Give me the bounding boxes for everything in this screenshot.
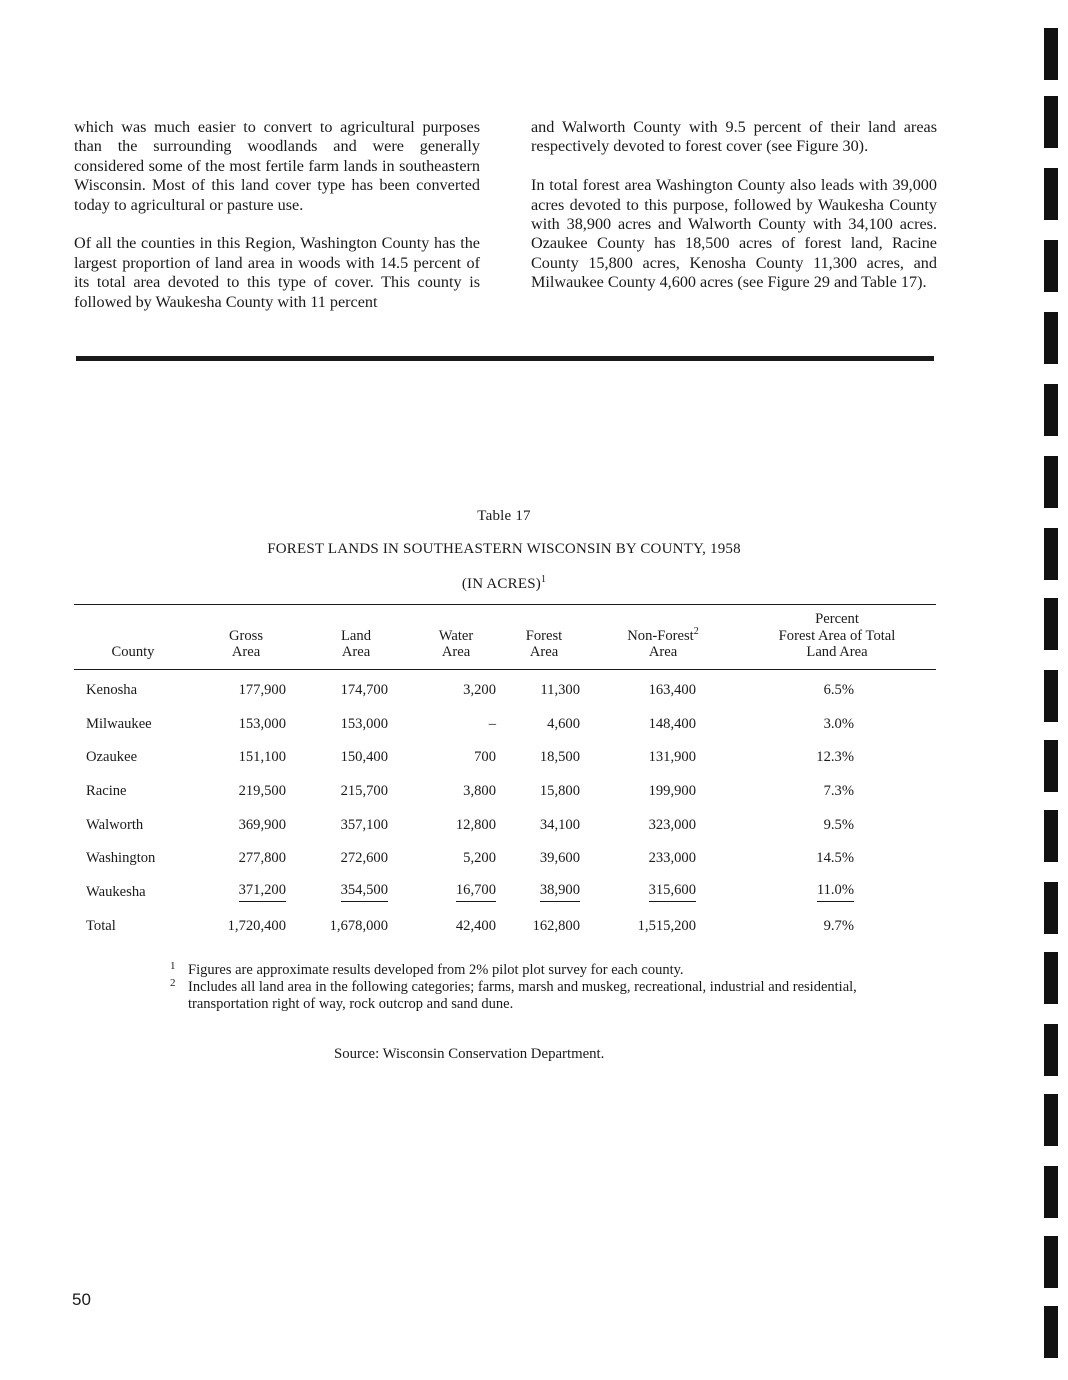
cell-gross: 369,900: [238, 816, 286, 833]
cell-forest: 162,800: [532, 917, 580, 934]
cell-forest: 11,300: [540, 681, 580, 698]
header-county: County: [74, 605, 192, 670]
cell-forest: 4,600: [547, 715, 580, 732]
cell-percent: 9.5%: [823, 816, 854, 833]
cell-nonforest: 323,000: [648, 816, 696, 833]
table-header-row: [74, 605, 936, 670]
cell-gross: 151,100: [238, 749, 286, 766]
table-total-row: [74, 909, 936, 943]
cell-gross: 153,000: [238, 715, 286, 732]
edge-mark: [1044, 952, 1058, 1004]
paragraph: Of all the counties in this Region, Washington County has the largest proportion of land area in woods with 14.5 percent of its total area devoted to this type of cover. This county is followed by Waukesha County with 11 percent: [74, 234, 480, 311]
cell-land: 354,500: [300, 876, 412, 910]
paragraph: which was much easier to convert to agricultural purposes than the surrounding woodlands and were generally considered some of the most fertile farm lands in southeastern Wisconsin. Most of this land cover type has been converted today to agricultural or pasture use.: [74, 118, 480, 214]
cell-percent: 6.5%: [823, 681, 854, 698]
table-row: [74, 808, 936, 842]
cell-nonforest: 199,900: [648, 782, 696, 799]
cell-gross: 177,900: [238, 681, 286, 698]
cell-water: 700: [474, 749, 496, 766]
cell-percent: 14.5%: [816, 850, 854, 867]
cell-water: 42,400: [455, 917, 496, 934]
table-row: [74, 707, 936, 741]
edge-mark: [1044, 528, 1058, 580]
table-unit: (IN ACRES)$^1$: [461, 574, 547, 592]
cell-forest: 34,100: [539, 816, 580, 833]
edge-mark: [1044, 1236, 1058, 1288]
edge-mark: [1044, 168, 1058, 220]
table-row: [74, 876, 936, 910]
cell-nonforest: 163,400: [648, 681, 696, 698]
county-name: Walworth: [86, 816, 144, 833]
cell-water: 3,800: [463, 782, 496, 799]
cell-nonforest: 148,400: [648, 715, 696, 732]
cell-percent: 11.0%: [738, 876, 936, 910]
cell-nonforest: 131,900: [648, 749, 696, 766]
cell-percent: 7.3%: [823, 782, 854, 799]
edge-mark: [1044, 740, 1058, 792]
county-name: Waukesha: [86, 883, 146, 900]
page-number: 50: [72, 1290, 91, 1309]
cell-land: 174,700: [340, 681, 388, 698]
edge-mark: [1044, 312, 1058, 364]
table-row: [74, 842, 936, 876]
header-water-area: Water Area: [412, 605, 500, 670]
cell-forest: 38,900: [500, 876, 588, 910]
footnotes: [170, 962, 870, 1013]
county-name: Total: [86, 917, 116, 934]
table-title: FOREST LANDS IN SOUTHEASTERN WISCONSIN BY COUNTY, 1958: [267, 541, 741, 557]
cell-forest: 18,500: [539, 749, 580, 766]
section-divider: [76, 356, 934, 361]
left-text-column: [74, 118, 480, 331]
cell-percent: 12.3%: [816, 749, 854, 766]
header-land-area: Land Area: [300, 605, 412, 670]
footnote-marker: 1: [540, 574, 547, 585]
table-row: [74, 775, 936, 809]
cell-percent: 3.0%: [823, 715, 854, 732]
cell-water: 12,800: [455, 816, 496, 833]
table-number: Table 17: [477, 508, 531, 524]
cell-nonforest: 233,000: [648, 850, 696, 867]
cell-land: 215,700: [340, 782, 388, 799]
cell-forest: 15,800: [539, 782, 580, 799]
edge-mark: [1044, 28, 1058, 80]
header-percent-forest: Percent Forest Area of Total Land Area: [738, 605, 936, 670]
edge-mark: [1044, 598, 1058, 650]
county-name: Ozaukee: [86, 749, 138, 766]
forest-lands-table: [74, 604, 936, 943]
cell-water: 16,700: [412, 876, 500, 910]
county-name: Washington: [86, 850, 156, 867]
right-text-column: [531, 118, 937, 312]
cell-water: –: [488, 715, 496, 732]
county-name: Milwaukee: [86, 715, 152, 732]
cell-nonforest: 1,515,200: [637, 917, 696, 934]
header-gross-area: Gross Area: [192, 605, 300, 670]
cell-forest: 39,600: [539, 850, 580, 867]
cell-land: 272,600: [340, 850, 388, 867]
edge-mark: [1044, 1024, 1058, 1076]
paragraph: and Walworth County with 9.5 percent of their land areas respectively devoted to forest cover (see Figure 30).: [531, 118, 937, 156]
footnote-1: 1 Figures are approximate results developed from 2% pilot plot survey for each county.: [170, 960, 684, 978]
edge-mark: [1044, 240, 1058, 292]
cell-nonforest: 315,600: [588, 876, 738, 910]
edge-mark: [1044, 882, 1058, 934]
source-note: Source: Wisconsin Conservation Department.: [334, 1046, 605, 1062]
table-row: [74, 741, 936, 775]
edge-mark: [1044, 1166, 1058, 1218]
cell-land: 357,100: [340, 816, 388, 833]
edge-mark: [1044, 670, 1058, 722]
county-name: Racine: [86, 782, 127, 799]
edge-mark: [1044, 456, 1058, 508]
cell-water: 5,200: [463, 850, 496, 867]
paragraph: In total forest area Washington County also leads with 39,000 acres devoted to this purpose, followed by Waukesha County with 38,900 acres and Walworth County with 34,100 acres. Ozaukee County has 18,500 acres of forest land, Racine County 15,800 acres, Kenosha County 11,300 acres, and Milwaukee County 4,600 acres (see Figure 29 and Table 17).: [531, 176, 937, 292]
cell-gross: 277,800: [238, 850, 286, 867]
cell-gross: 219,500: [238, 782, 286, 799]
footnote-2: 2 Includes all land area in the following categories; farms, marsh and muskeg, recreational, industrial and residential, transportation right of way, rock outcrop and sand dune.: [170, 977, 857, 1012]
cell-water: 3,200: [463, 681, 496, 698]
cell-gross: 371,200: [192, 876, 300, 910]
edge-mark: [1044, 384, 1058, 436]
edge-mark: [1044, 1306, 1058, 1358]
cell-land: 150,400: [340, 749, 388, 766]
cell-gross: 1,720,400: [227, 917, 286, 934]
table-row: [74, 669, 936, 707]
cell-land: 1,678,000: [329, 917, 388, 934]
cell-land: 153,000: [340, 715, 388, 732]
edge-mark: [1044, 810, 1058, 862]
edge-mark: [1044, 1094, 1058, 1146]
header-forest-area: Forest Area: [500, 605, 588, 670]
header-nonforest-area: Non-Forest$^2$ Area: [588, 605, 738, 670]
edge-marks: [1044, 0, 1060, 1380]
edge-mark: [1044, 96, 1058, 148]
cell-percent: 9.7%: [823, 917, 854, 934]
county-name: Kenosha: [86, 681, 138, 698]
